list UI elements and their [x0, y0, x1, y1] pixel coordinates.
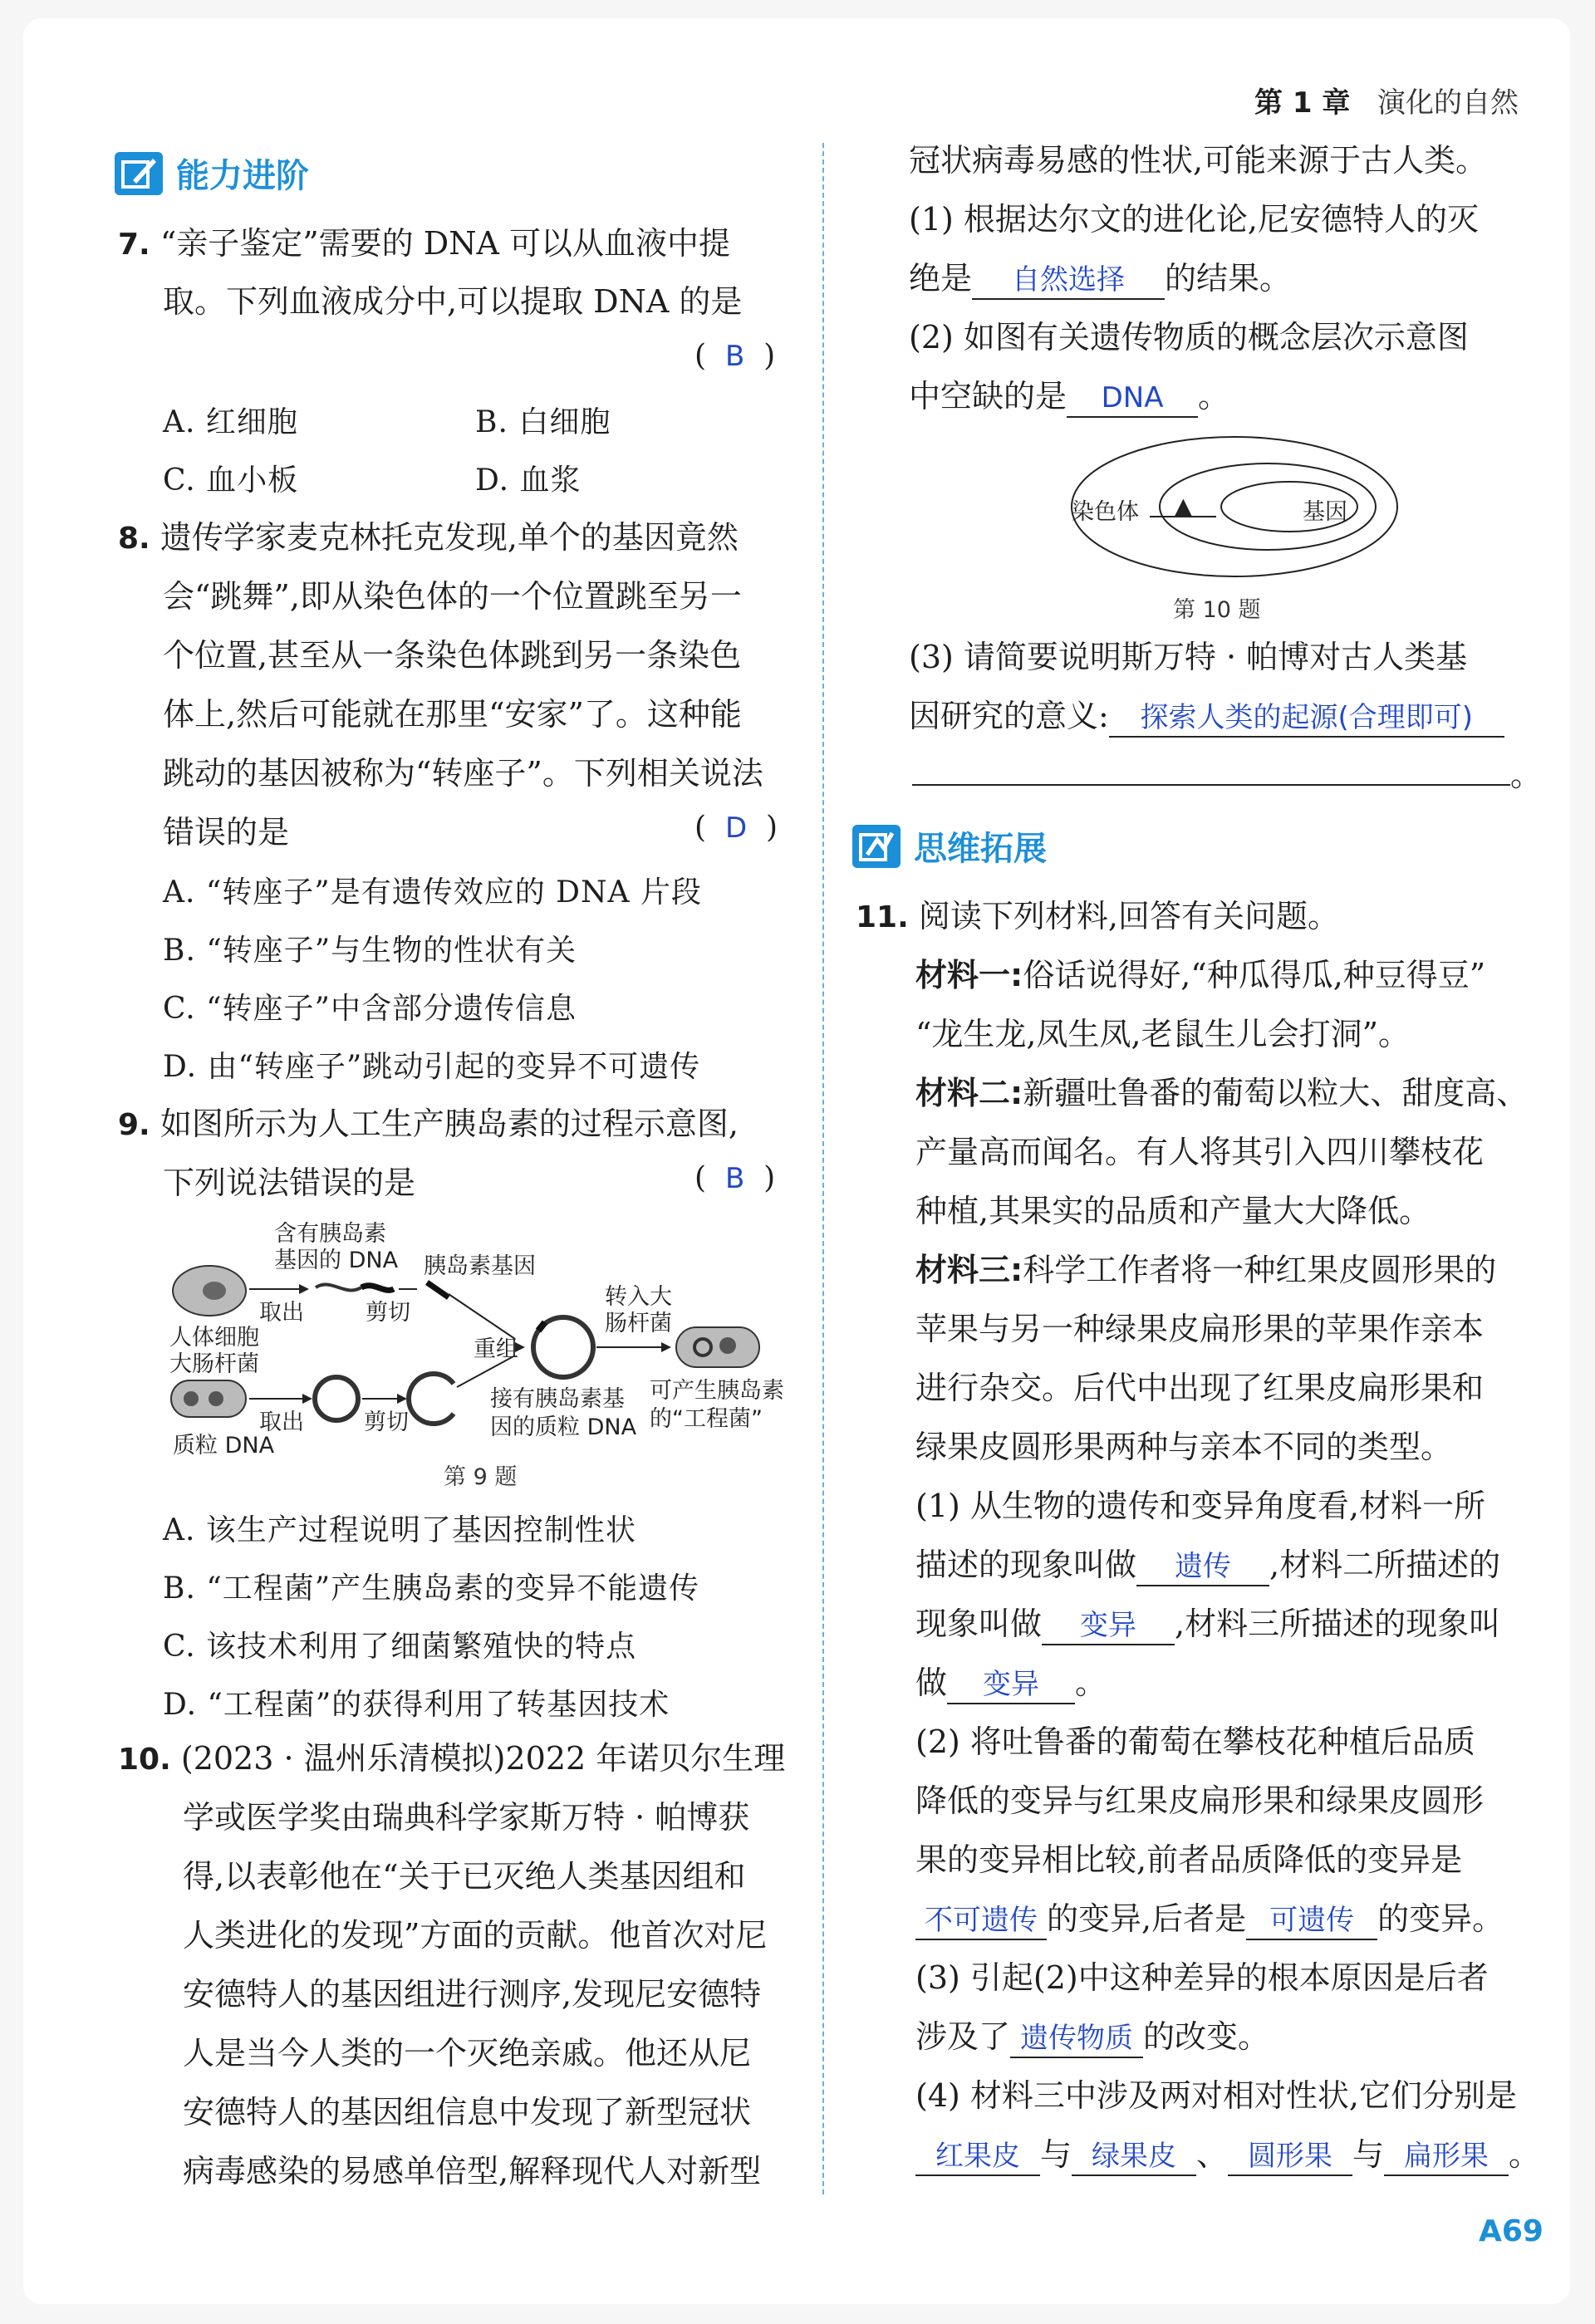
q11-p4-answer4: 扁形果	[1384, 2138, 1509, 2176]
q10-p1-line1: (1) 根据达尔文的进化论,尼安德特人的灭	[909, 201, 1479, 238]
q11-m2-line2: 产量高而闻名。有人将其引入四川攀枝花	[915, 1134, 1485, 1170]
label-transfer: 转入大 肠杆菌	[605, 1284, 672, 1336]
q10-number: 10.	[118, 1743, 171, 1777]
label-insulin-gene: 胰岛素基因	[424, 1253, 536, 1279]
q9-answer: B	[724, 1162, 745, 1195]
q9-line1: 9. 如图所示为人工生产胰岛素的过程示意图,	[118, 1106, 739, 1142]
q9-answer-bracket: ( B )	[694, 1161, 776, 1195]
q11-p3-line2: 涉及了 遗传物质 的改变。	[915, 2008, 1269, 2067]
q11-p1-line3: 现象叫做 变异 ,材料三所描述的现象叫	[915, 1595, 1500, 1654]
q10-line1: 10. (2023 · 温州乐清模拟)2022 年诺贝尔生理	[118, 1740, 786, 1777]
q11-m3-line1: 材料三:科学工作者将一种红果皮圆形果的	[915, 1252, 1497, 1288]
q11-m3-line4: 绿果皮圆形果两种与亲本不同的类型。	[915, 1429, 1453, 1465]
q8-line4: 体上,然后可能就在那里“安家”了。这种能	[163, 696, 742, 733]
q9-option-c: C. 该技术利用了细菌繁殖快的特点	[163, 1630, 637, 1664]
q10-p2-line2: 中空缺的是 DNA 。	[909, 367, 1229, 426]
q11-p4-answer3: 圆形果	[1228, 2138, 1352, 2176]
q11-p3-answer: 遗传物质	[1010, 2020, 1143, 2058]
q10-p3-period: 。	[1510, 757, 1543, 793]
q7-number: 7.	[118, 228, 150, 262]
q11-number: 11.	[856, 900, 909, 934]
q10-cont: 冠状病毒易感的性状,可能来源于古人类。	[909, 142, 1488, 179]
q10-p3-line2: 因研究的意义: 探索人类的起源(合理即可)	[909, 687, 1504, 746]
q10-label-mark: ▲	[1175, 493, 1192, 519]
q11-p4-line2: 红果皮 与 绿果皮 、 圆形果 与 扁形果 。	[915, 2125, 1540, 2184]
q10-caption: 第 10 题	[1173, 597, 1261, 623]
q10-label-gene: 基因	[1303, 499, 1347, 525]
q8-line1: 8. 遗传学家麦克林托克发现,单个的基因竟然	[118, 519, 739, 556]
q9-line2: 下列说法错误的是	[163, 1164, 416, 1201]
q9-option-a: A. 该生产过程说明了基因控制性状	[163, 1513, 636, 1547]
q8-answer: D	[724, 811, 748, 845]
section-header-thinking	[852, 822, 1047, 870]
q7-line2: 取。下列血液成分中,可以提取 DNA 的是	[163, 283, 743, 320]
q10-p2-answer: DNA	[1067, 380, 1198, 418]
q10-line4: 人类进化的发现”方面的贡献。他首次对尼	[183, 1917, 768, 1954]
q8-line6: 错误的是	[163, 814, 290, 851]
q11-p1-line4: 做 变异 。	[915, 1654, 1107, 1713]
q10-line5: 安德特人的基因组进行测序,发现尼安德特	[183, 1976, 762, 2013]
q9-option-d: D. “工程菌”的获得利用了转基因技术	[163, 1688, 670, 1722]
q8-option-a: A. “转座子”是有遗传效应的 DNA 片段	[163, 875, 702, 909]
label-plasmid-dna: 质粒 DNA	[173, 1433, 275, 1459]
q11-p1-line2: 描述的现象叫做 遗传 ,材料二所描述的	[915, 1536, 1500, 1595]
q11-intro: 11. 阅读下列材料,回答有关问题。	[856, 898, 1339, 934]
q11-m2-line3: 种植,其果实的品质和产量大大降低。	[915, 1193, 1431, 1229]
q7-answer: B	[724, 340, 745, 373]
q8-option-c: C. “转座子”中含部分遗传信息	[163, 992, 577, 1026]
q9-option-b: B. “工程菌”产生胰岛素的变异不能遗传	[163, 1571, 700, 1606]
q7-option-d: D. 血浆	[475, 463, 582, 498]
q11-p2-answer1: 不可遗传	[915, 1902, 1047, 1940]
section-header-ability	[115, 150, 309, 197]
q11-p1-answer1: 遗传	[1136, 1548, 1269, 1586]
q10-line3: 得,以表彰他在“关于已灭绝人类基因组和	[183, 1858, 746, 1895]
q7-option-b: B. 白细胞	[475, 405, 611, 439]
column-divider	[822, 143, 824, 2194]
q11-p1-answer3: 变异	[947, 1666, 1075, 1704]
label-recombine: 重组	[474, 1336, 518, 1362]
q8-option-b: B. “转座子”与生物的性状有关	[163, 934, 577, 968]
q9-caption: 第 9 题	[444, 1464, 518, 1490]
q10-p3-line1: (3) 请简要说明斯万特 · 帕博对古人类基	[909, 639, 1468, 675]
q10-p2-line1: (2) 如图有关遗传物质的概念层次示意图	[909, 319, 1469, 355]
q11-p3-line1: (3) 引起(2)中这种差异的根本原因是后者	[915, 1959, 1489, 1996]
q7-answer-bracket: ( B )	[694, 339, 776, 373]
label-ecoli: 大肠杆菌	[169, 1351, 259, 1377]
q8-line2: 会“跳舞”,即从染色体的一个位置跳至另一	[163, 578, 742, 615]
label-human-cell: 人体细胞	[169, 1325, 259, 1351]
q10-line2: 学或医学奖由瑞典科学家斯万特 · 帕博获	[183, 1799, 750, 1836]
q11-p2-answer2: 可遗传	[1246, 1902, 1377, 1940]
q11-m2-line1: 材料二:新疆吐鲁番的葡萄以粒大、甜度高、	[915, 1075, 1529, 1111]
q7-text1: “亲子鉴定”需要的 DNA 可以从血液中提	[160, 225, 731, 262]
q10-p3-answer: 探索人类的起源(合理即可)	[1109, 699, 1504, 738]
label-cut-1: 剪切	[366, 1300, 410, 1326]
section-title-thinking: 思维拓展	[914, 830, 1047, 868]
q7-line1	[118, 214, 730, 274]
q10-p1-line2: 绝是 自然选择 的结果。	[909, 249, 1291, 308]
q11-p2-line1: (2) 将吐鲁番的葡萄在攀枝花种植后品质	[915, 1723, 1475, 1760]
q10-p1-answer: 自然选择	[972, 262, 1165, 300]
label-recombinant-plasmid: 接有胰岛素基 因的质粒 DNA	[490, 1386, 637, 1440]
q8-line3: 个位置,甚至从一条染色体跳到另一条染色	[163, 637, 742, 674]
q8-number: 8.	[118, 522, 150, 556]
label-cut-2: 剪切	[364, 1410, 409, 1435]
q11-p1-answer2: 变异	[1042, 1607, 1175, 1645]
q8-option-d: D. 由“转座子”跳动引起的变异不可遗传	[163, 1050, 701, 1084]
chapter-number: 第 1 章	[1254, 86, 1351, 120]
q10-label-chromosome: 染色体	[1072, 499, 1139, 525]
label-extract-1: 取出	[259, 1300, 304, 1326]
q8-answer-bracket: ( D )	[694, 811, 778, 845]
q10-p3-blank-line2	[912, 784, 1510, 786]
q10-diagram	[1068, 432, 1401, 581]
q11-m3-line3: 进行杂交。后代中出现了红果皮扁形果和	[915, 1370, 1485, 1406]
q7-option-a: A. 红细胞	[163, 405, 298, 439]
q11-m1-line2: “龙生龙,凤生凤,老鼠生儿会打洞”。	[915, 1016, 1411, 1052]
q7-option-c: C. 血小板	[163, 463, 299, 498]
q11-p2-line3: 果的变异相比较,前者品质降低的变异是	[915, 1841, 1463, 1878]
q8-line5: 跳动的基因被称为“转座子”。下列相关说法	[163, 755, 763, 792]
label-extract-2: 取出	[259, 1410, 304, 1435]
q10-line7: 安德特人的基因组信息中发现了新型冠状	[183, 2094, 752, 2130]
q11-m3-line2: 苹果与另一种绿果皮扁形果的苹果作亲本	[915, 1311, 1485, 1347]
q11-p2-line2: 降低的变异与红果皮扁形果和绿果皮圆形	[915, 1782, 1485, 1819]
label-dna-with-gene: 含有胰岛素 基因的 DNA	[274, 1221, 399, 1273]
q11-p4-answer1: 红果皮	[915, 2138, 1040, 2176]
q11-p2-line4: 不可遗传 的变异,后者是 可遗传 的变异。	[915, 1890, 1504, 1949]
page-number: A69	[1479, 2214, 1543, 2248]
thinking-icon	[852, 825, 901, 868]
pencil-icon	[115, 152, 163, 195]
chapter-title: 演化的自然	[1377, 86, 1519, 120]
q9-diagram	[166, 1214, 814, 1497]
label-engineered: 可产生胰岛素 的“工程菌”	[650, 1378, 784, 1432]
q10-line8: 病毒感染的易感单倍型,解释现代人对新型	[183, 2153, 762, 2189]
q11-p1-line1: (1) 从生物的遗传和变异角度看,材料一所	[915, 1488, 1485, 1524]
q11-p4-answer2: 绿果皮	[1072, 2138, 1196, 2176]
q10-line6: 人是当今人类的一个灭绝亲戚。他还从尼	[183, 2035, 752, 2071]
q11-p4-line1: (4) 材料三中涉及两对相对性状,它们分别是	[915, 2077, 1517, 2114]
section-title-ability: 能力进阶	[176, 157, 309, 195]
q11-m1-line1: 材料一:俗话说得好,“种瓜得瓜,种豆得豆”	[915, 957, 1486, 993]
q9-number: 9.	[118, 1108, 150, 1142]
